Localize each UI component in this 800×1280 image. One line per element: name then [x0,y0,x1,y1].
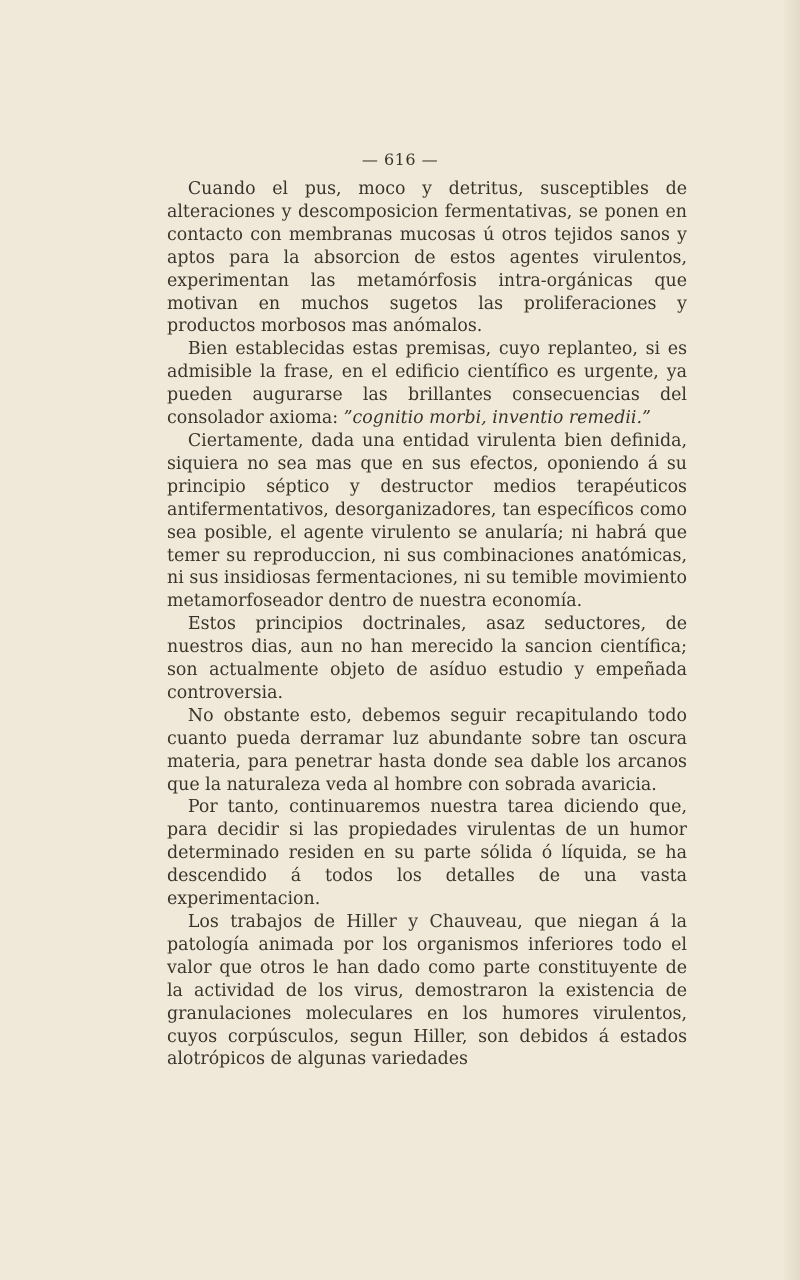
body-text [167,178,687,1071]
page-edge-shadow [782,0,800,1280]
paragraph-7: Los trabajos de Hiller y Chauveau, que niegan á la patología animada por los organismos inferiores todo el valor que otros le han dado como parte constituyente de la actividad de los virus, demostraron la existencia de granulaciones moleculares en los humores virulentos, cuyos corpúsculos, segun Hiller, son debidos á estados alotrópicos de algunas variedades [167,912,687,1070]
paragraph-3: Ciertamente, dada una entidad virulenta bien definida, siquiera no sea mas que en sus efectos, oponiendo á su principio séptico y destructor medios terapéuticos antifermentativos, desorganizadores, tan específicos como sea posible, el agente virulento se anularía; ni habrá que temer su reproduccion, ni sus combinaciones anatómicas, ni sus insidiosas fermentaciones, ni su temible movimiento metamorfoseador dentro de nuestra economía. [167,430,687,612]
paragraph-6: Por tanto, continuaremos nuestra tarea diciendo que, para decidir si las propiedades virulentas de un humor determinado residen en su parte sólida ó líquida, se ha descendido á todos los detalles de una vasta experimentacion. [167,797,687,910]
paragraph-1: Cuando el pus, moco y detritus, susceptibles de alteraciones y descomposicion fermentativas, se ponen en contacto con membranas mucosas ú otros tejidos sanos y aptos para la absorcion de estos agentes virulentos, experimentan las metamórfosis intra-orgánicas que motivan en muchos sugetos las proliferaciones y productos morbosos mas anómalos. [167,179,687,337]
paragraph-5: No obstante esto, debemos seguir recapitulando todo cuanto pueda derramar luz abundante sobre tan oscura materia, para penetrar hasta donde sea dable los arcanos que la naturaleza veda al hombre con sobrada avaricia. [167,705,687,795]
paragraph-4: Estos principios doctrinales, asaz seductores, de nuestros dias, aun no han merecido la sancion científica; son actualmente objeto de asíduo estudio y empeñada controversia. [167,614,687,703]
paragraph-2-text: Bien establecidas estas premisas, cuyo replanteo, si es admisible la frase, en el edificio científico es urgente, ya pueden augurarse las brillantes consecuencias del consolador axioma: [167,339,687,429]
latin-quote: ”cognitio morbi, inventio remedii.” [343,408,651,429]
paragraph-2 [167,338,687,430]
page-number: — 616 — [361,150,439,169]
